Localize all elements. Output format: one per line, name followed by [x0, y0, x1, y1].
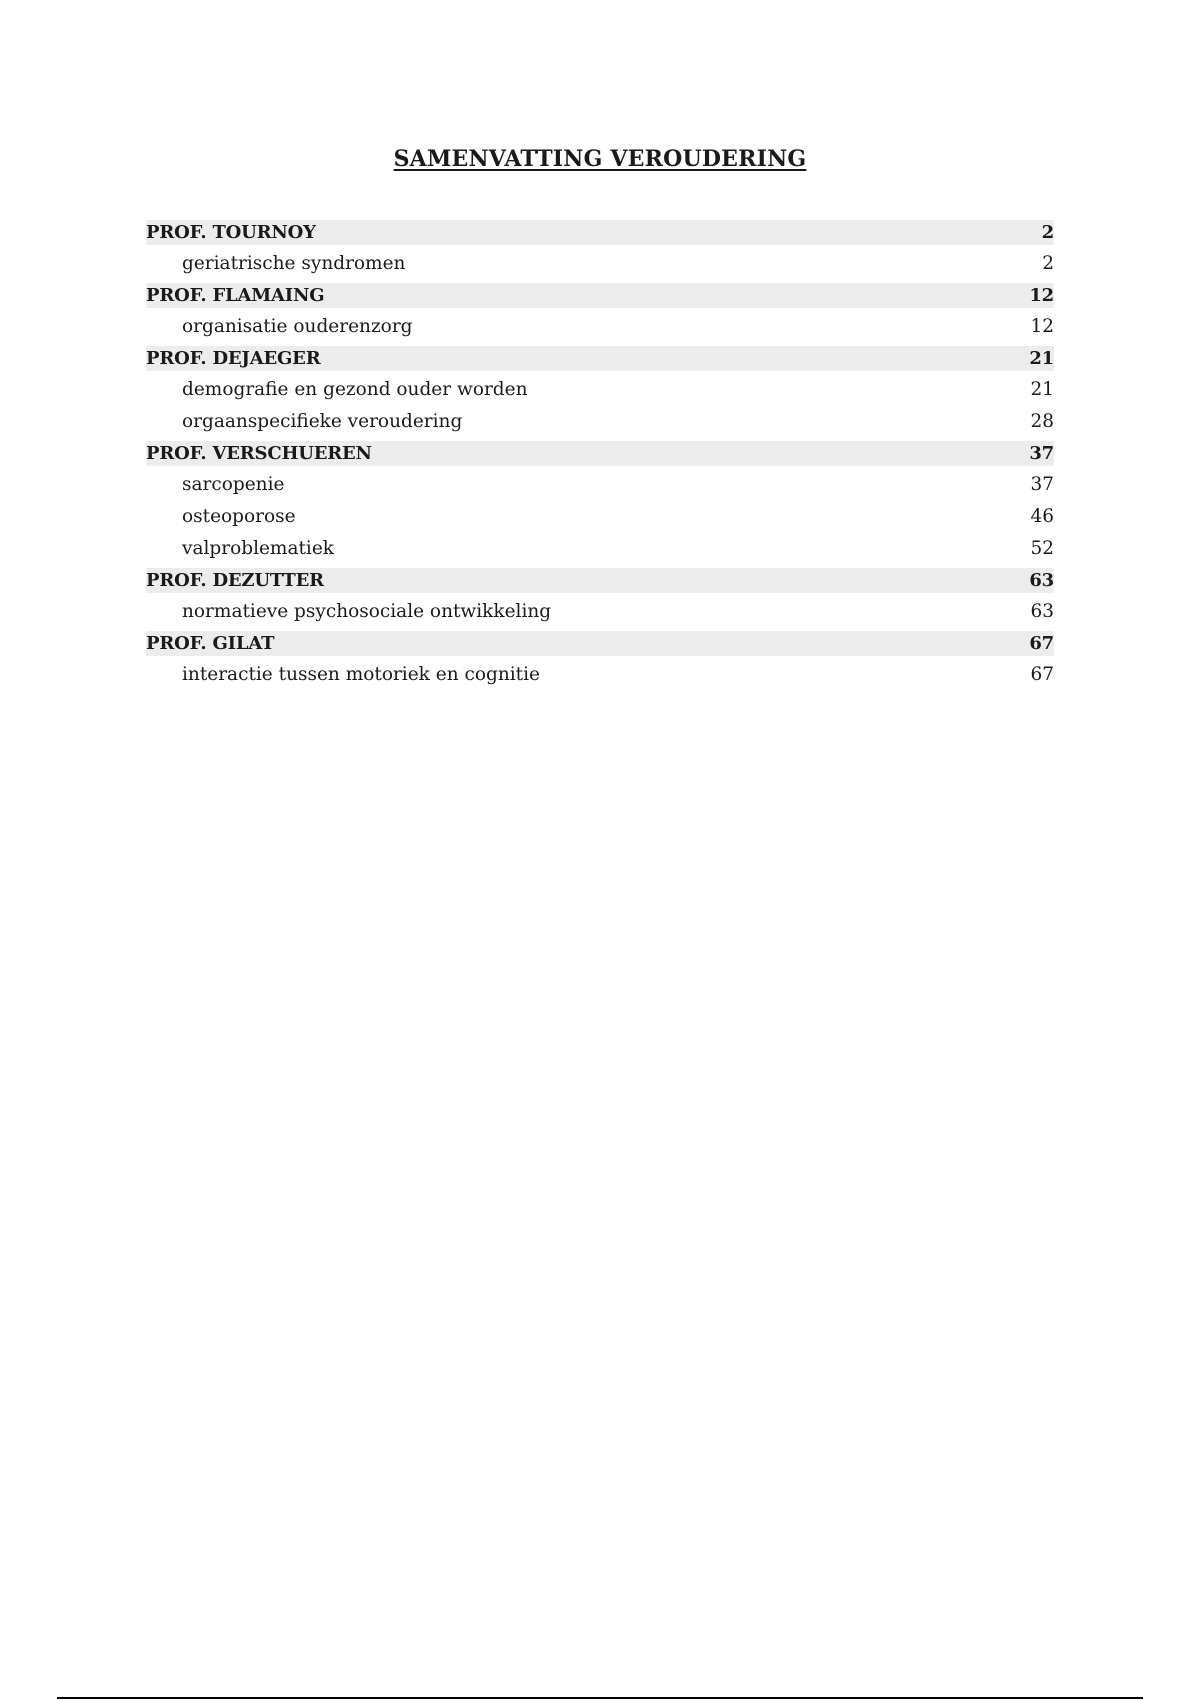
footer-divider: [57, 1697, 1143, 1699]
toc-entry-row[interactable]: [146, 314, 1054, 340]
toc-entry-row[interactable]: [146, 536, 1054, 562]
toc-entry-label: demografie en gezond ouder worden: [182, 379, 528, 400]
toc-entry-label: sarcopenie: [182, 474, 285, 495]
toc-entry-label: geriatrische syndromen: [182, 253, 406, 274]
toc-section-heading-row[interactable]: [146, 568, 1054, 593]
toc-entry-row[interactable]: [146, 251, 1054, 277]
toc-section-heading-row[interactable]: [146, 220, 1054, 245]
toc-entry-row[interactable]: [146, 599, 1054, 625]
toc-section-heading-row[interactable]: [146, 441, 1054, 466]
toc-section: [146, 441, 1054, 562]
toc-entry-row[interactable]: [146, 377, 1054, 403]
toc-section: [146, 568, 1054, 625]
toc-entry-page-number: 21: [1030, 379, 1054, 400]
toc-section-page-number: 37: [1029, 443, 1054, 464]
toc-entry-label: interactie tussen motoriek en cognitie: [182, 664, 540, 685]
toc-section-page-number: 2: [1041, 222, 1054, 243]
toc-section-heading-row[interactable]: [146, 346, 1054, 371]
toc-section-page-number: 63: [1029, 570, 1054, 591]
toc-section-heading: PROF. FLAMAING: [146, 285, 325, 306]
toc-entry-page-number: 28: [1030, 411, 1054, 432]
toc-entry-row[interactable]: [146, 504, 1054, 530]
toc-entry-label: valproblematiek: [182, 538, 335, 559]
toc-section-heading: PROF. VERSCHUEREN: [146, 443, 372, 464]
toc-section-heading: PROF. TOURNOY: [146, 222, 316, 243]
toc-section-heading: PROF. DEZUTTER: [146, 570, 324, 591]
toc-section: [146, 346, 1054, 435]
toc-entry-page-number: 52: [1030, 538, 1054, 559]
toc-entry-page-number: 12: [1030, 316, 1054, 337]
toc-section-page-number: 67: [1029, 633, 1054, 654]
toc-section-heading-row[interactable]: [146, 283, 1054, 308]
toc-entry-row[interactable]: [146, 472, 1054, 498]
toc-entry-page-number: 37: [1030, 474, 1054, 495]
toc-section: [146, 283, 1054, 340]
toc-section-page-number: 21: [1029, 348, 1054, 369]
toc-entry-label: normatieve psychosociale ontwikkeling: [182, 601, 552, 622]
toc-entry-page-number: 67: [1030, 664, 1054, 685]
toc-entry-page-number: 46: [1030, 506, 1054, 527]
toc-section: [146, 631, 1054, 688]
toc-section-heading: PROF. DEJAEGER: [146, 348, 321, 369]
toc-entry-label: orgaanspecifieke veroudering: [182, 411, 463, 432]
toc-section-heading-row[interactable]: [146, 631, 1054, 656]
toc-entry-page-number: 2: [1042, 253, 1054, 274]
toc-entry-row[interactable]: [146, 409, 1054, 435]
toc-section-heading: PROF. GILAT: [146, 633, 275, 654]
toc-section-page-number: 12: [1029, 285, 1054, 306]
toc-section: [146, 220, 1054, 277]
table-of-contents: [146, 220, 1054, 694]
toc-entry-label: organisatie ouderenzorg: [182, 316, 413, 337]
toc-entry-row[interactable]: [146, 662, 1054, 688]
toc-entry-page-number: 63: [1030, 601, 1054, 622]
page-title: SAMENVATTING VEROUDERING: [393, 146, 807, 172]
toc-entry-label: osteoporose: [182, 506, 296, 527]
